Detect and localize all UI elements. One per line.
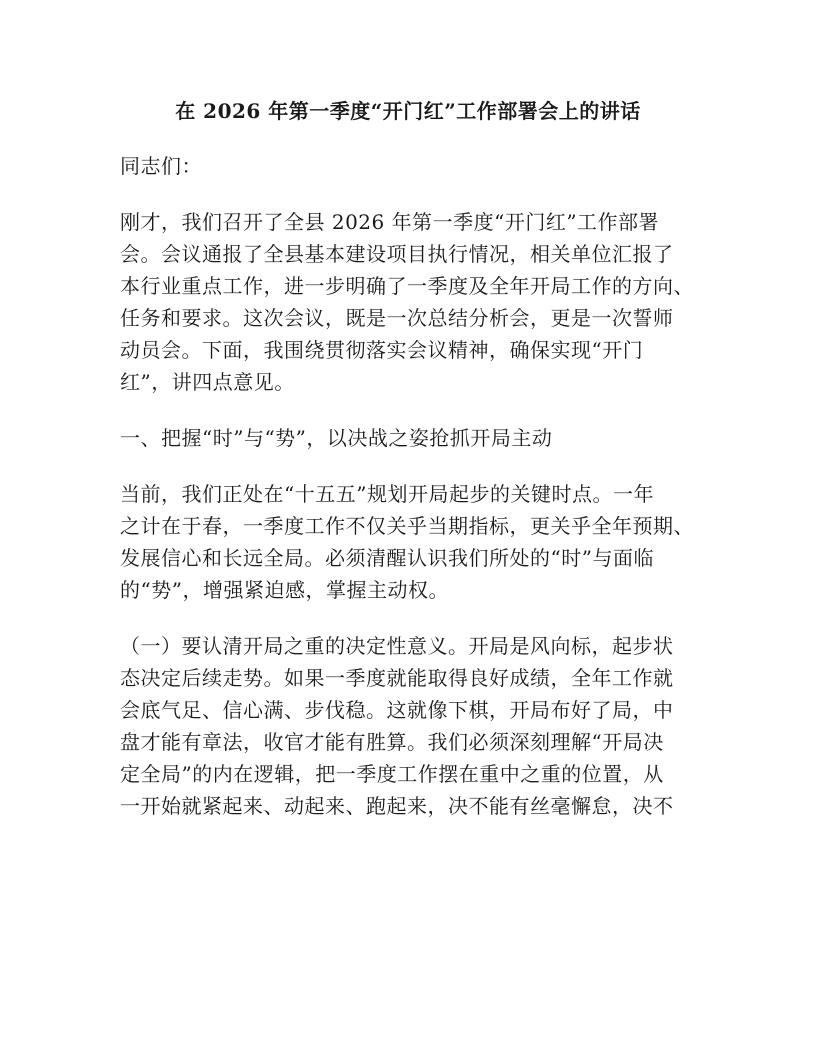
text-line: 本行业重点工作，进一步明确了一季度及全年开局工作的方向、: [120, 274, 694, 298]
text-line: 的“势”，增强紧迫感，掌握主动权。: [120, 578, 449, 602]
text-line: 红”，讲四点意见。: [120, 370, 295, 394]
text-line: 任务和要求。这次会议，既是一次总结分析会，更是一次誓师: [120, 306, 674, 330]
text-line: 当前，我们正处在“十五五”规划开局起步的关键时点。一年: [120, 482, 654, 506]
text-line: 会。会议通报了全县基本建设项目执行情况，相关单位汇报了: [120, 242, 674, 266]
section-heading-1: [120, 422, 710, 454]
greeting-line: 同志们：: [120, 154, 202, 178]
text-line: 态决定后续走势。如果一季度就能取得良好成绩，全年工作就: [120, 666, 674, 690]
greeting: [120, 150, 710, 182]
text-line: 盘才能有章法，收官才能有胜算。我们必须深刻理解“开局决: [120, 730, 664, 754]
text-line: 之计在于春，一季度工作不仅关乎当期指标，更关乎全年预期、: [120, 514, 694, 538]
paragraph-opening: [120, 206, 710, 398]
text-line: （一）要认清开局之重的决定性意义。开局是风向标，起步状: [120, 634, 674, 658]
text-line: 发展信心和长远全局。必须清醒认识我们所处的“时”与面临: [120, 546, 654, 570]
text-line: 刚才，我们召开了全县 2026 年第一季度“开门红”工作部署: [120, 210, 660, 234]
document-title: 在 2026 年第一季度“开门红”工作部署会上的讲话: [175, 99, 641, 123]
text-line: 一开始就紧起来、动起来、跑起来，决不能有丝毫懈怠，决不: [120, 794, 674, 818]
text-line: 会底气足、信心满、步伐稳。这就像下棋，开局布好了局，中: [120, 698, 674, 722]
text-line: 动员会。下面，我围绕贯彻落实会议精神，确保实现“开门: [120, 338, 644, 362]
text-line: 定全局”的内在逻辑，把一季度工作摆在重中之重的位置，从: [120, 762, 664, 786]
document-body: [120, 150, 710, 846]
heading-line: 一、把握“时”与“势”，以决战之姿抢抓开局主动: [120, 426, 553, 450]
paragraph-subsection-1: [120, 630, 710, 822]
paragraph-section-1-intro: [120, 478, 710, 606]
